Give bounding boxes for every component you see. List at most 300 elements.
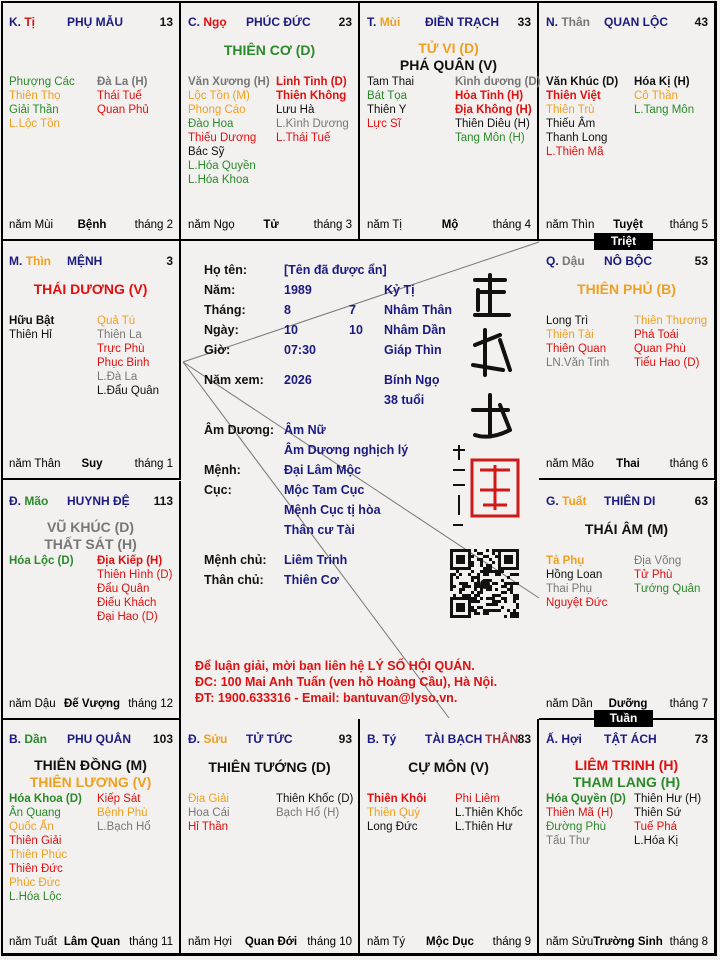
- minor-star: Nguyệt Đức: [546, 597, 608, 609]
- minor-star: Tam Thai: [367, 76, 415, 88]
- minor-star: L.Lộc Tồn: [9, 118, 60, 130]
- palace-cell[interactable]: [539, 241, 716, 480]
- main-stars: [539, 757, 714, 791]
- palace-header: [546, 254, 710, 270]
- life-stage: Tử: [263, 219, 279, 231]
- minor-star: Hóa Khoa (D): [9, 793, 82, 805]
- minor-star: Tiểu Hao (D): [634, 357, 700, 369]
- palace-header: [9, 15, 175, 31]
- minor-stars-right: [97, 314, 159, 398]
- main-stars: [360, 40, 537, 74]
- minor-star: Đà La (H): [97, 76, 148, 88]
- minor-period-year: năm Thân: [9, 458, 61, 470]
- minor-star: Quốc Ấn: [9, 821, 54, 833]
- value-nam: 1989: [284, 283, 312, 297]
- branch-name: Ngọ: [203, 15, 227, 29]
- than-marker: THÂN: [485, 732, 519, 746]
- label-am-duong: Âm Dương:: [204, 423, 275, 437]
- minor-star: Tử Phù: [634, 569, 673, 581]
- minor-star: Long Đức: [367, 821, 418, 833]
- minor-star: Hóa Quyền (D): [546, 793, 626, 805]
- minor-star: Đường Phù: [546, 821, 606, 833]
- minor-star: Lực Sĩ: [367, 118, 401, 130]
- major-period-age: 53: [694, 254, 708, 268]
- month-marker: tháng 11: [129, 936, 173, 948]
- major-period-age: 73: [694, 732, 708, 746]
- month-marker: tháng 10: [307, 936, 352, 948]
- month-marker: tháng 7: [669, 698, 708, 710]
- contact-line-3: ĐT: 1900.633316 - Email: bantuvan@lyso.vn.: [195, 691, 458, 705]
- life-stage: Thai: [616, 458, 640, 470]
- palace-cell[interactable]: [539, 2, 716, 241]
- note-cuc-2: Thân cư Tài: [284, 523, 355, 537]
- palace-footer: [546, 458, 710, 472]
- life-stage: Suy: [81, 458, 103, 470]
- palace-name: PHÚC ĐỨC: [246, 15, 311, 29]
- minor-star: Thiếu Âm: [546, 118, 596, 130]
- palace-footer: [367, 219, 533, 233]
- palace-footer: [9, 698, 175, 712]
- minor-star: Thiên Việt: [546, 90, 601, 102]
- main-star: THIÊN TƯỚNG (D): [208, 759, 331, 775]
- minor-star: Thiên Tài: [546, 329, 594, 341]
- minor-period-year: năm Tuất: [9, 936, 57, 948]
- minor-stars-right: [455, 792, 523, 834]
- label-ho-ten: Họ tên:: [204, 263, 248, 277]
- minor-stars-left: [9, 314, 54, 342]
- palace-name: QUAN LỘC: [604, 15, 668, 29]
- minor-stars-left: [546, 75, 618, 159]
- minor-star: Thiên Khốc (D): [276, 793, 354, 805]
- stem-prefix: N.: [546, 15, 558, 29]
- major-period-age: 23: [338, 15, 352, 29]
- minor-star: LN.Văn Tinh: [546, 357, 610, 369]
- minor-star: Quả Tú: [97, 315, 136, 327]
- main-star: TỬ VI (D): [418, 40, 479, 56]
- palace-name: TẬT ÁCH: [604, 732, 657, 746]
- minor-star: Hỏa Tinh (H): [455, 90, 524, 102]
- label-ngay: Ngày:: [204, 323, 239, 337]
- major-period-age: 113: [153, 494, 173, 508]
- value-ngay: 10: [284, 323, 298, 337]
- minor-star: Thiên Diêu (H): [455, 118, 530, 130]
- life-stage: Tuyệt: [613, 219, 643, 231]
- main-stars: [360, 759, 537, 776]
- month-marker: tháng 2: [134, 219, 173, 231]
- palace-cell[interactable]: [539, 481, 716, 720]
- minor-stars-left: [546, 792, 626, 848]
- minor-stars-right: [634, 554, 700, 596]
- minor-star: Hỉ Thần: [188, 821, 229, 833]
- palace-footer: [9, 219, 175, 233]
- life-stage: Trường Sinh: [593, 936, 663, 948]
- minor-stars-left: [188, 792, 230, 834]
- minor-star: Thiên Thương: [634, 315, 708, 327]
- minor-star: Tang Môn (H): [455, 132, 525, 144]
- label-than-chu: Thân chủ:: [204, 573, 264, 587]
- palace-name: HUYNH ĐỆ: [67, 494, 130, 508]
- minor-star: Phượng Các: [9, 76, 75, 88]
- minor-star: Địa Không (H): [455, 104, 532, 116]
- palace-header: [546, 732, 710, 748]
- branch-name: Mão: [24, 494, 49, 508]
- label-cuc: Cục:: [204, 483, 232, 497]
- stem-prefix: Q.: [546, 254, 559, 268]
- stem-prefix: K.: [9, 15, 21, 29]
- palace-header: [9, 494, 175, 510]
- minor-star: Bạch Hổ (H): [276, 807, 340, 819]
- major-period-age: 43: [694, 15, 708, 29]
- main-stars: [2, 757, 179, 791]
- label-thang: Tháng:: [204, 303, 246, 317]
- main-stars: [2, 281, 179, 298]
- palace-cell[interactable]: [2, 241, 181, 480]
- main-star: THẤT SÁT (H): [44, 536, 137, 552]
- minor-star: Thanh Long: [546, 132, 608, 144]
- palace-name: PHỤ MẪU: [67, 15, 123, 29]
- minor-star: Kiếp Sát: [97, 793, 141, 805]
- palace-cell[interactable]: [181, 719, 360, 955]
- value-menh-chu: Liêm Trinh: [284, 553, 348, 567]
- minor-star: Hoa Cái: [188, 807, 230, 819]
- minor-stars-left: [9, 554, 74, 568]
- main-stars: [2, 519, 179, 553]
- minor-star: Địa Võng: [634, 555, 682, 567]
- minor-star: Phục Binh: [97, 357, 150, 369]
- palace-footer: [188, 219, 354, 233]
- value-than-chu: Thiên Cơ: [284, 573, 339, 587]
- minor-star: Đẩu Quân: [97, 583, 150, 595]
- minor-star: Quan Phủ: [97, 104, 149, 116]
- palace-name: THIÊN DI: [604, 494, 656, 508]
- palace-footer: [367, 936, 533, 950]
- minor-star: Thiên Quan: [546, 343, 607, 355]
- note-cuc-1: Mệnh Cục tị hòa: [284, 503, 381, 517]
- minor-period-year: năm Mùi: [9, 219, 54, 231]
- main-stars: [539, 521, 714, 538]
- minor-star: Thiên Y: [367, 104, 407, 116]
- palace-header: [367, 15, 533, 31]
- minor-star: Hữu Bật: [9, 315, 55, 327]
- minor-stars-right: [97, 792, 151, 834]
- minor-star: Đại Hao (D): [97, 611, 158, 623]
- contact-line-1: Để luận giải, mời bạn liên hệ LÝ SỐ HỘI QUÁN.: [195, 659, 475, 673]
- minor-star: Tướng Quân: [634, 583, 701, 595]
- palace-cell[interactable]: [2, 2, 181, 241]
- main-star: THIÊN LƯƠNG (V): [29, 774, 152, 790]
- minor-period-year: năm Dậu: [9, 698, 56, 710]
- palace-name: TÀI BẠCH: [425, 732, 483, 746]
- branch-name: Hợi: [561, 732, 582, 746]
- branch-name: Mùi: [379, 15, 401, 29]
- palace-cell[interactable]: [360, 2, 539, 241]
- palace-header: [546, 15, 710, 31]
- minor-star: Thiên Phúc: [9, 849, 68, 861]
- main-star: THÁI ÂM (M): [584, 521, 669, 537]
- minor-star: L.Hóa Lộc: [9, 891, 62, 903]
- value-ho-ten: [Tên đã được ẩn]: [284, 263, 387, 277]
- palace-name: PHU QUÂN: [67, 732, 132, 746]
- palace-cell[interactable]: [2, 481, 181, 720]
- value-cuc: Mộc Tam Cục: [284, 483, 365, 497]
- life-stage: Mộc Dục: [426, 936, 474, 948]
- branch-name: Thân: [561, 15, 591, 29]
- canchi-thang: Nhâm Thân: [384, 303, 453, 317]
- minor-star: Thai Phụ: [546, 583, 593, 595]
- minor-star: Thiên Không: [276, 90, 347, 102]
- minor-stars-left: [546, 554, 607, 610]
- minor-period-year: năm Hợi: [188, 936, 232, 948]
- minor-star: Hóa Kị (H): [634, 76, 690, 88]
- month-marker: tháng 6: [669, 458, 708, 470]
- month-marker: tháng 12: [128, 698, 173, 710]
- branch-name: Tị: [24, 15, 36, 29]
- month-marker: tháng 9: [492, 936, 531, 948]
- life-stage: Bệnh: [77, 219, 107, 231]
- minor-star: L.Tang Môn: [634, 104, 695, 116]
- minor-star: Thiên Hư (H): [634, 793, 702, 805]
- branch-name: Tuất: [562, 494, 587, 508]
- life-stage: Đế Vượng: [63, 698, 121, 710]
- minor-stars-right: [97, 75, 149, 117]
- contact-line-2: ĐC: 100 Mai Anh Tuấn (ven hồ Hoàng Cầu), Hà Nội.: [195, 675, 498, 689]
- minor-star: L.Kình Dương: [276, 118, 349, 130]
- label-nam: Năm:: [204, 283, 236, 297]
- canchi-nam: Kỷ Tị: [384, 283, 415, 297]
- minor-star: Lộc Tồn (M): [188, 90, 250, 102]
- palace-cell[interactable]: [539, 719, 716, 955]
- minor-star: L.Hóa Khoa: [188, 174, 249, 186]
- palace-name: ĐIỀN TRẠCH: [425, 15, 499, 29]
- minor-stars-left: [9, 792, 82, 904]
- minor-stars-right: [634, 75, 694, 117]
- major-period-age: 63: [694, 494, 708, 508]
- minor-star: Tuế Phá: [634, 821, 678, 833]
- minor-stars-right: [276, 75, 349, 145]
- stem-prefix: Ấ.: [546, 732, 558, 746]
- palace-cell[interactable]: [360, 719, 539, 955]
- minor-stars-right: [634, 314, 707, 370]
- main-star: CỰ MÔN (V): [408, 759, 489, 775]
- label-menh: Mệnh:: [204, 463, 241, 477]
- minor-star: Thiên Trù: [546, 104, 595, 116]
- canchi-nam-xem: Bính Ngọ: [384, 373, 440, 387]
- palace-cell[interactable]: [2, 719, 181, 955]
- main-stars: [181, 759, 358, 776]
- minor-star: L.Thiên Hư: [455, 821, 513, 833]
- minor-star: Văn Xương (H): [188, 76, 270, 88]
- month-marker: tháng 1: [134, 458, 173, 470]
- main-star: VŨ KHÚC (D): [46, 519, 135, 535]
- minor-star: Cô Thần: [634, 90, 678, 102]
- minor-stars-right: [634, 792, 701, 848]
- major-period-age: 13: [159, 15, 173, 29]
- minor-stars-left: [188, 75, 270, 187]
- palace-name: MỆNH: [67, 254, 103, 268]
- stem-prefix: B.: [367, 732, 379, 746]
- age: 38 tuổi: [384, 393, 425, 407]
- value-menh: Đại Lâm Mộc: [284, 463, 362, 477]
- minor-period-year: năm Dần: [546, 698, 593, 710]
- palace-name: NÔ BỘC: [604, 254, 652, 268]
- minor-star: Đào Hoa: [188, 118, 234, 130]
- minor-star: Bác Sỹ: [188, 146, 225, 158]
- minor-stars-right: [455, 75, 540, 145]
- label-menh-chu: Mệnh chủ:: [204, 553, 267, 567]
- minor-period-year: năm Mão: [546, 458, 594, 470]
- value-thang: 8: [284, 303, 291, 317]
- minor-star: Thiên Khôi: [367, 793, 427, 805]
- main-star: THIÊN PHỦ (B): [577, 281, 676, 297]
- life-stage: Quan Đới: [244, 936, 298, 948]
- minor-period-year: năm Tị: [367, 219, 402, 231]
- triet-badge: Triệt: [594, 233, 653, 250]
- minor-star: L.Hóa Kị: [634, 835, 679, 847]
- month-marker: tháng 5: [669, 219, 708, 231]
- minor-star: Thiếu Dương: [188, 132, 257, 144]
- palace-header: [188, 732, 354, 748]
- main-star: LIÊM TRINH (H): [574, 757, 679, 773]
- minor-star: Giải Thần: [9, 104, 59, 116]
- minor-star: Bát Tọa: [367, 90, 408, 102]
- palace-header: [9, 254, 175, 270]
- minor-period-year: năm Thìn: [546, 219, 595, 231]
- minor-star: Ân Quang: [9, 807, 61, 819]
- label-gio: Giờ:: [204, 343, 231, 357]
- minor-star: L.Thiên Mã: [546, 146, 604, 158]
- minor-star: Điếu Khách: [97, 597, 157, 609]
- minor-star: Địa Giải: [188, 793, 229, 805]
- major-period-age: 93: [338, 732, 352, 746]
- minor-star: Văn Khúc (D): [546, 76, 619, 88]
- minor-star: Thiên Đức: [9, 863, 63, 875]
- branch-name: Tý: [382, 732, 397, 746]
- minor-star: Kình dương (D): [455, 76, 541, 88]
- life-stage: Lâm Quan: [63, 936, 121, 948]
- minor-period-year: năm Tý: [367, 936, 406, 948]
- minor-star: Thiên Thọ: [9, 90, 61, 102]
- stem-prefix: Đ.: [188, 732, 200, 746]
- value-nam-xem: 2026: [284, 373, 312, 387]
- minor-star: Bệnh Phù: [97, 807, 148, 819]
- palace-header: [9, 732, 175, 748]
- major-period-age: 83: [517, 732, 531, 746]
- minor-star: Quan Phù: [634, 343, 686, 355]
- canchi-gio: Giáp Thìn: [384, 343, 442, 357]
- minor-star: Thiên Sứ: [634, 807, 682, 819]
- minor-star: Thiên Hỉ: [9, 329, 52, 341]
- palace-header: [188, 15, 354, 31]
- main-star: THIÊN ĐỒNG (M): [34, 757, 147, 773]
- minor-star: Hóa Lộc (D): [9, 555, 74, 567]
- palace-name: TỬ TỨC: [246, 732, 293, 746]
- lunar-thang: 7: [349, 303, 356, 317]
- minor-star: Lưu Hà: [276, 104, 315, 116]
- branch-name: Dậu: [562, 254, 585, 268]
- tuan-badge: Tuần: [594, 710, 653, 727]
- minor-period-year: năm Ngọ: [188, 219, 235, 231]
- minor-stars-left: [367, 792, 426, 834]
- stem-prefix: T.: [367, 15, 377, 29]
- main-star: THAM LANG (H): [572, 774, 681, 790]
- minor-stars-left: [9, 75, 75, 131]
- minor-stars-right: [97, 554, 172, 624]
- minor-star: L.Đà La: [97, 371, 138, 383]
- stem-prefix: G.: [546, 494, 559, 508]
- major-period-age: 103: [152, 732, 173, 746]
- canchi-ngay: Nhâm Dần: [384, 323, 446, 337]
- life-stage: Dưỡng: [608, 698, 648, 710]
- major-period-age: 3: [166, 254, 173, 268]
- minor-star: Phi Liêm: [455, 793, 500, 805]
- minor-star: Tả Phụ: [546, 555, 585, 567]
- month-marker: tháng 8: [669, 936, 708, 948]
- stem-prefix: M.: [9, 254, 23, 268]
- branch-name: Thìn: [25, 254, 52, 268]
- note-am-duong: Âm Dương nghịch lý: [284, 443, 409, 457]
- month-marker: tháng 3: [313, 219, 352, 231]
- stem-prefix: B.: [9, 732, 21, 746]
- palace-cell[interactable]: [181, 2, 360, 241]
- minor-star: Địa Kiếp (H): [97, 555, 163, 567]
- minor-star: Tấu Thư: [546, 835, 590, 847]
- minor-star: Long Trì: [546, 315, 589, 327]
- minor-period-year: năm Sửu: [546, 936, 594, 948]
- month-marker: tháng 4: [492, 219, 531, 231]
- branch-name: Dần: [24, 732, 48, 746]
- minor-star: L.Đẩu Quân: [97, 385, 160, 397]
- main-star: THIÊN CƠ (D): [223, 42, 316, 58]
- minor-star: Thiên Hình (D): [97, 569, 173, 581]
- palace-header: [546, 494, 710, 510]
- minor-star: L.Bạch Hổ: [97, 821, 151, 833]
- minor-star: Linh Tinh (D): [276, 76, 347, 88]
- main-star: THÁI DƯƠNG (V): [33, 281, 148, 297]
- value-gio: 07:30: [284, 343, 316, 357]
- minor-stars-right: [276, 792, 353, 820]
- minor-star: Phong Cáo: [188, 104, 246, 116]
- main-stars: [539, 281, 714, 298]
- minor-star: L.Thiên Khốc: [455, 807, 523, 819]
- minor-star: Trực Phù: [97, 343, 145, 355]
- palace-header: [367, 732, 533, 748]
- value-am-duong: Âm Nữ: [284, 423, 326, 437]
- minor-star: Thiên Giải: [9, 835, 62, 847]
- palace-footer: [9, 936, 175, 950]
- minor-stars-left: [546, 314, 609, 370]
- minor-stars-left: [367, 75, 414, 131]
- branch-name: Sửu: [203, 732, 228, 746]
- minor-star: L.Hóa Quyền: [188, 160, 256, 172]
- life-stage: Mộ: [441, 219, 459, 231]
- palace-footer: [9, 458, 175, 472]
- palace-footer: [546, 936, 710, 950]
- qr-code: [450, 549, 520, 619]
- palace-footer: [546, 219, 710, 233]
- minor-star: Phá Toái: [634, 329, 679, 341]
- minor-star: Thái Tuế: [97, 90, 142, 102]
- main-star: PHÁ QUÂN (V): [399, 57, 498, 73]
- main-stars: [181, 42, 358, 59]
- stem-prefix: Đ.: [9, 494, 21, 508]
- major-period-age: 33: [517, 15, 531, 29]
- minor-star: Thiên Quý: [367, 807, 421, 819]
- minor-star: Hồng Loan: [546, 569, 603, 581]
- minor-star: Phúc Đức: [9, 877, 61, 889]
- calligraphy-logo: [445, 270, 525, 540]
- stem-prefix: C.: [188, 15, 200, 29]
- label-nam-xem: Năm xem:: [204, 373, 264, 387]
